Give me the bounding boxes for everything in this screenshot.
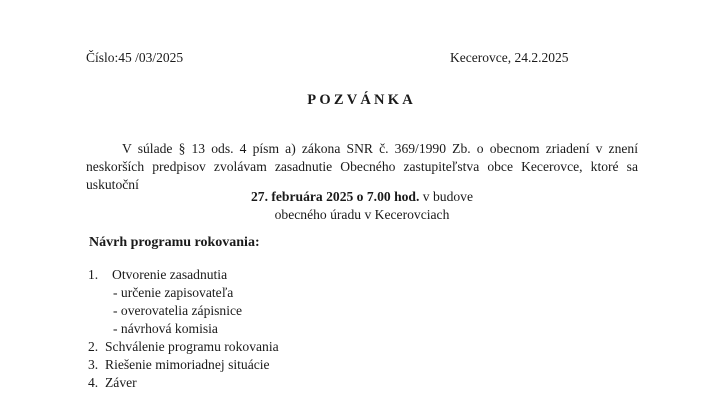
- agenda-marker: 2.: [88, 339, 99, 354]
- program-heading: Návrh programu rokovania:: [89, 235, 260, 250]
- agenda-item: [88, 374, 588, 392]
- agenda-subitem: - určenie zapisovateľa: [113, 285, 234, 300]
- agenda-item-label: Záver: [105, 375, 137, 390]
- agenda-item-label: Riešenie mimoriadnej situácie: [105, 357, 270, 372]
- document-header: [86, 49, 634, 66]
- agenda-subitem: - návrhová komisia: [113, 321, 218, 336]
- agenda-marker: 4.: [88, 375, 99, 390]
- agenda-subitem: - overovatelia zápisnice: [113, 303, 243, 318]
- place-and-date: Kecerovce, 24.2.2025: [450, 50, 569, 65]
- agenda-marker: 3.: [88, 357, 99, 372]
- event-datetime: 27. februára 2025 o 7.00 hod.: [250, 189, 420, 204]
- body-paragraph: V súlade § 13 ods. 4 písm a) zákona SNR č. 369/1990 Zb. o obecnom zriadení v znení neskorších predpisov zvolávam zasadnutie Obecného zastupiteľstva obce Kecerovce, ktoré sa uskutoční: [86, 140, 638, 193]
- agenda-item: [88, 266, 588, 284]
- agenda-marker: 1.: [88, 267, 99, 282]
- event-details: [86, 188, 638, 224]
- event-venue-inline: v budove: [419, 189, 474, 204]
- agenda-list: [88, 266, 588, 392]
- agenda-item-label: Schválenie programu rokovania: [105, 339, 279, 354]
- event-venue-address: obecného úradu v Kecerovciach: [274, 207, 450, 222]
- agenda-item: [88, 338, 588, 356]
- agenda-item: [88, 356, 588, 374]
- agenda-item-label: Otvorenie zasadnutia: [112, 267, 228, 282]
- document-title: POZVÁNKA: [307, 92, 416, 108]
- document-number: Číslo:45 /03/2025: [86, 50, 184, 65]
